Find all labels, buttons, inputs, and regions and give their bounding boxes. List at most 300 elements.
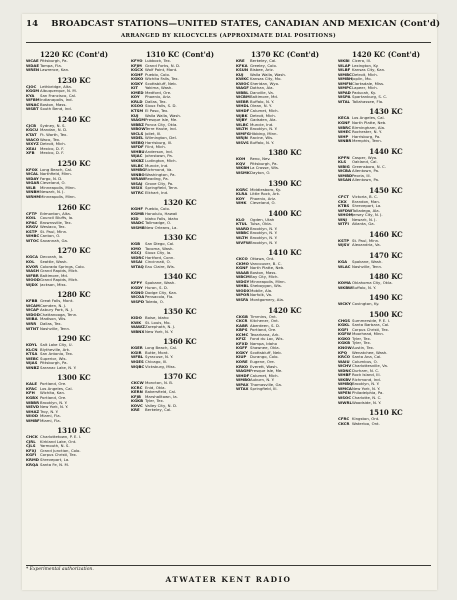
station-location: St. Paul, Minn.: [40, 229, 68, 234]
station-location: Shreveport, La.: [352, 204, 382, 209]
call-letters: KIUP: [236, 354, 247, 360]
station-location: St. Louis, Mo.: [145, 320, 171, 325]
station-location: Blytheville, Ark.: [40, 347, 71, 352]
station-location: Springfield, Tenn.: [145, 186, 179, 191]
call-letters: KGFW: [338, 331, 351, 337]
call-letters: KIT: [131, 85, 139, 91]
call-letters: KWKC: [236, 76, 249, 82]
station-location: Rochester, N. Y.: [352, 130, 382, 135]
station-location: Fond du Lac, Wis.: [250, 337, 284, 342]
kilocycle-heading: 1310 KC (Cont'd): [145, 50, 215, 59]
call-letters: KWK: [131, 319, 142, 325]
station-location: Paducah, Ky.: [352, 90, 376, 95]
call-letters: WEBQ: [131, 139, 145, 145]
call-letters: WSAJ: [131, 180, 143, 186]
station-location: New York, N. Y.: [145, 329, 174, 334]
station-location: Johnstown, Pa.: [145, 154, 173, 159]
station-location: Aberdeen, S. D.: [250, 323, 281, 328]
call-letters: KGKB: [131, 398, 144, 404]
station-location: Baltimore, Md.: [40, 273, 69, 278]
station-location: Grand Rapids, Mich.: [40, 278, 79, 283]
call-letters: KLRA: [236, 191, 248, 197]
call-letters: WOOD: [26, 277, 40, 283]
call-letters: WDOD: [26, 311, 40, 317]
station-location: Cicero, Ill.: [352, 59, 372, 63]
call-letters: KPAC: [26, 219, 38, 225]
station-location: Brooklyn, N. Y.: [250, 226, 278, 231]
call-letters: WKBH: [236, 165, 250, 171]
call-letters: WLBC: [236, 121, 249, 127]
kilocycle-heading: 1370 KC (Cont'd): [250, 50, 320, 59]
station-location: Butte, Mont.: [145, 350, 169, 355]
station-row: [26, 283, 122, 288]
call-letters: KECA: [338, 115, 350, 121]
station-location: Hibbing, Minn.: [250, 131, 278, 136]
station-row: [338, 422, 434, 427]
station-location: Shawnee, Okla.: [250, 346, 280, 351]
call-letters: KGGM: [26, 88, 40, 94]
kilocycle-heading: 1480 KC: [369, 272, 403, 282]
kilocycle-block: [338, 408, 434, 426]
station-column-1: [26, 50, 122, 565]
call-letters: KOY: [236, 195, 245, 201]
kilocycle-heading: 1430 KC: [369, 107, 403, 117]
station-row: [338, 100, 434, 105]
kilocycle-heading: 1410 KC: [268, 248, 302, 258]
kilocycle-heading: 1490 KC: [369, 293, 403, 303]
station-location: Sioux Falls, S. D.: [145, 104, 177, 109]
kilocycle-heading: 1340 KC: [163, 272, 197, 282]
call-letters: KTAT: [26, 132, 37, 138]
call-letters: KFOX: [26, 166, 38, 172]
call-letters: CKMO: [236, 260, 249, 266]
station-location: Yarmouth, N. S.: [40, 444, 70, 449]
call-letters: KGFI: [338, 326, 349, 332]
kilocycle-block: [131, 372, 229, 413]
station-location: Savannah, Ga.: [40, 238, 69, 243]
station-location: Grand Rapids, Mich.: [40, 269, 79, 274]
station-location: Great Falls, Mont.: [40, 299, 74, 304]
call-letters: WMBG: [131, 167, 146, 173]
call-letters: WMBO: [236, 377, 251, 383]
station-location: New York, N. Y.: [40, 405, 69, 410]
header-rule: [26, 42, 431, 43]
call-letters: KFJB: [131, 393, 141, 399]
station-location: Marshalltown, Ia.: [145, 394, 178, 399]
station-location: Corpus Christi, Tex.: [40, 453, 77, 458]
station-row: [236, 298, 334, 303]
call-letters: WHBF: [338, 372, 352, 378]
kilocycle-block: [26, 115, 122, 156]
station-location: Idaho Falls, Idaho: [145, 216, 179, 221]
station-location: Birmingham, Ala.: [352, 125, 386, 130]
station-location: Ft. Worth, Tex.: [40, 133, 68, 138]
call-letters: WJAC: [131, 153, 143, 159]
station-row: [131, 300, 229, 305]
station-location: Baltimore, Md.: [250, 95, 279, 100]
station-location: Grand Junction, Colo.: [40, 448, 81, 453]
station-row: [338, 222, 434, 227]
kilocycle-block: [338, 147, 434, 183]
station-location: Waco, Tex.: [40, 137, 61, 142]
station-location: Kansas City, Mo.: [250, 77, 282, 82]
station-location: Summerside, P. E. I.: [352, 318, 391, 323]
station-location: Spartanburg, S. C.: [352, 95, 388, 100]
station-location: Spokane, Wash.: [145, 281, 176, 286]
call-letters: WHP: [338, 133, 349, 139]
kilocycle-block: [26, 373, 122, 423]
call-letters: KALE: [26, 381, 38, 387]
call-letters: KNOW: [338, 344, 352, 350]
call-letters: WIBA: [26, 316, 38, 322]
station-location: Grand Forks, N. D.: [145, 63, 181, 68]
call-letters: KRKO: [236, 363, 249, 369]
call-letters: KABR: [236, 322, 248, 328]
call-letters: WNJ: [338, 216, 347, 222]
call-letters: KFAC: [26, 385, 37, 391]
call-letters: WNAC: [26, 101, 40, 107]
station-row: [131, 365, 229, 370]
call-letters: KGKO: [131, 76, 144, 82]
call-letters: WKBW: [338, 284, 353, 290]
station-row: [26, 327, 122, 332]
station-location: Presque Isle, Me.: [145, 118, 178, 123]
call-letters: CKGB: [236, 313, 248, 319]
station-location: North Platte, Neb.: [250, 266, 285, 271]
call-letters: WPAD: [338, 89, 351, 95]
page-subtitle: ARRANGED BY KILOCYCLES (APPROXIMATE DIAL POSITIONS): [120, 33, 337, 39]
call-letters: WSVS: [236, 139, 249, 145]
call-letters: WBBZ: [131, 121, 144, 127]
station-location: Minneapolis, Minn.: [40, 195, 76, 200]
station-row: [26, 195, 122, 200]
call-letters: KRE: [131, 407, 140, 413]
station-location: Indianapolis, Ind.: [40, 98, 73, 103]
call-letters: WCHV: [338, 363, 352, 369]
station-location: Brooklyn, N. Y.: [250, 240, 278, 245]
call-letters: KGNF: [338, 120, 350, 126]
call-letters: KFXJ: [26, 447, 36, 453]
kilocycle-heading: 1390 KC: [268, 178, 302, 188]
station-location: Wichita Falls, Tex.: [145, 77, 179, 82]
station-location: Elkhart, Ind.: [145, 190, 169, 195]
call-letters: WREN: [26, 67, 40, 73]
station-location: Calumet, Mich.: [250, 109, 279, 114]
call-letters: WMBC: [338, 71, 352, 77]
station-location: Reno, Nev.: [250, 157, 271, 162]
call-letters: KGKO: [338, 335, 351, 341]
station-location: Dodge City, Kan.: [145, 290, 178, 295]
station-location: Everett, Wash.: [250, 364, 278, 369]
call-letters: WBBL: [236, 89, 249, 95]
station-location: Buffalo, N. Y.: [250, 99, 275, 104]
call-letters: KGKY: [131, 80, 143, 86]
station-location: Kirkland Lake, Ont.: [40, 439, 77, 444]
footnote: * Experimental authorization.: [26, 567, 94, 572]
station-location: Bisbee, Ariz.: [250, 68, 274, 73]
station-location: Long Beach, Cal.: [40, 167, 73, 172]
station-location: Tyler, Tex.: [352, 341, 371, 346]
station-location: Charlotte, N. C.: [352, 395, 382, 400]
station-location: Superior, Wis.: [40, 356, 67, 361]
station-row: [338, 302, 434, 307]
station-location: Grove City, Pa.: [145, 181, 174, 186]
call-letters: KGDY: [131, 284, 143, 290]
station-location: Kitchener, Ont.: [250, 319, 280, 324]
station-location: Miami, Fla.: [40, 418, 61, 423]
call-letters: WIOD: [26, 413, 39, 419]
station-location: Austin, Tex.: [352, 345, 375, 350]
station-location: Middlesboro, Ky.: [250, 187, 281, 192]
station-location: Vancouver, B. C.: [250, 261, 282, 266]
station-location: Cleveland, O.: [250, 201, 276, 206]
station-location: Ponca City, Okla.: [145, 122, 178, 127]
kilocycle-heading: 1330 KC: [163, 233, 197, 243]
kilocycle-block: [26, 76, 122, 112]
kilocycle-block: [338, 230, 434, 248]
call-letters: KOY: [131, 94, 140, 100]
station-location: Valley City, N. D.: [145, 403, 178, 408]
station-location: Springfield, Ill.: [250, 387, 278, 392]
kilocycle-heading: 1470 KC: [369, 250, 403, 260]
call-letters: KRGV: [26, 224, 39, 230]
station-location: Alexandria, Va.: [352, 243, 381, 248]
station-row: [338, 401, 434, 406]
call-letters: KLO: [236, 216, 245, 222]
station-row: [26, 68, 122, 73]
call-letters: CHGS: [338, 317, 350, 323]
kilocycle-block: [26, 159, 122, 200]
call-letters: KSTP: [26, 228, 38, 234]
station-location: San Diego, Cal.: [145, 242, 175, 247]
station-location: Toledo, O.: [145, 299, 164, 304]
call-letters: WSMB: [131, 224, 145, 230]
station-location: Norfolk, Va.: [250, 293, 273, 298]
station-location: Berkeley, Cal.: [250, 59, 277, 63]
station-row: [236, 141, 334, 146]
call-letters: KFH: [26, 390, 35, 396]
call-letters: CFTP: [26, 210, 37, 216]
call-letters: WFDF: [131, 144, 144, 150]
station-location: Nashville, Tenn.: [352, 264, 383, 269]
call-letters: WFBR: [26, 272, 39, 278]
station-row: [26, 239, 122, 244]
station-location: La Crosse, Wis.: [250, 166, 280, 171]
station-location: Corpus Christi, Tex.: [352, 327, 389, 332]
station-location: Sydney, N. S.: [40, 123, 66, 128]
station-location: Newark, N. J.: [352, 217, 377, 222]
call-letters: CKCR: [338, 420, 350, 426]
station-location: Allentown, Pa.: [352, 178, 380, 183]
call-letters: KYA: [26, 92, 35, 98]
call-letters: KLS: [338, 159, 347, 165]
call-letters: KGIR: [131, 349, 142, 355]
call-letters: KGRC: [236, 186, 248, 192]
call-letters: WNBR: [338, 138, 352, 144]
call-letters: WSPD: [131, 298, 145, 304]
station-location: Peoria, Ill.: [352, 173, 371, 178]
station-location: Yakima, Wash.: [145, 86, 173, 91]
station-location: Vicksburg, Miss.: [145, 364, 176, 369]
call-letters: WJBK: [236, 112, 248, 118]
station-location: Greensboro, N. C.: [352, 164, 386, 169]
station-location: Weslaco, Tex.: [40, 225, 66, 230]
call-letters: WDRC: [131, 254, 145, 260]
station-location: Auburn, N. Y.: [250, 378, 275, 383]
call-letters: WGAR: [26, 180, 40, 186]
station-location: Mobile, Ala.: [250, 288, 273, 293]
call-letters: KCRC: [131, 384, 143, 390]
station-location: Boston, Mass.: [40, 102, 67, 107]
call-letters: WNBZ: [26, 364, 40, 370]
station-location: Boise, Idaho: [145, 316, 169, 321]
station-location: Fargo, N. D.: [40, 176, 63, 181]
kilocycle-block: [338, 251, 434, 269]
station-row: [338, 178, 434, 183]
call-letters: KOMA: [338, 280, 351, 286]
kilocycle-heading: 1250 KC: [57, 158, 91, 168]
station-location: Lawrence, Kan.: [40, 68, 70, 73]
call-letters: KGKL: [338, 322, 350, 328]
call-letters: WHBL: [236, 283, 249, 289]
kilocycle-block: [26, 426, 122, 467]
station-location: Wenatchee, Wash.: [352, 350, 388, 355]
call-letters: WACO: [26, 136, 40, 142]
call-letters: WMFN: [338, 80, 352, 86]
station-location: Covington, Ky.: [352, 302, 380, 307]
kilocycle-block: [236, 248, 334, 302]
station-location: Detroit, Mich.: [250, 113, 276, 118]
kilocycle-heading: 1510 KC: [369, 408, 403, 418]
station-row: [236, 171, 334, 176]
station-location: El Paso, Tex.: [145, 109, 169, 114]
station-location: Detroit, Mich.: [352, 72, 378, 77]
call-letters: WMBH: [338, 76, 353, 82]
call-letters: WMFG: [236, 130, 250, 136]
call-letters: WVFW: [236, 239, 251, 245]
station-location: Dothan, Ala.: [250, 86, 274, 91]
station-location: San Francisco, Cal.: [40, 93, 77, 98]
station-location: Madison, Wis.: [40, 317, 67, 322]
kilocycle-block: [131, 50, 229, 195]
call-letters: KGBX: [26, 394, 39, 400]
call-letters: WTAQ: [131, 263, 144, 269]
call-letters: WFBM: [26, 97, 40, 103]
station-location: Richmond, Ind.: [352, 377, 381, 382]
call-letters: WLB: [26, 184, 36, 190]
call-letters: WMCA: [338, 385, 352, 391]
call-letters: WSIX: [131, 185, 143, 191]
station-location: Long Beach, Cal.: [145, 346, 178, 351]
station-row: [338, 243, 434, 248]
call-letters: KGMB: [131, 210, 144, 216]
station-location: Portland, Ore.: [40, 395, 67, 400]
call-letters: KMO: [131, 245, 142, 251]
call-letters: WCOA: [131, 294, 145, 300]
call-letters: KGHF: [131, 71, 143, 77]
call-letters: KPQ: [338, 349, 348, 355]
call-letters: KVOR: [26, 263, 39, 269]
page-title: BROADCAST STATIONS—UNITED STATES, CANADIAN AND MEXICAN (Cont'd): [51, 19, 441, 29]
station-location: Reading, Pa.: [145, 177, 169, 182]
call-letters: WTAL: [338, 98, 350, 104]
station-location: Brooklyn, N. Y.: [352, 382, 380, 387]
call-letters: WCBA: [338, 168, 351, 174]
call-letters: KPFN: [338, 154, 350, 160]
call-letters: WARD: [236, 225, 250, 231]
station-location: Shreveport, La.: [40, 458, 70, 462]
station-location: Dayton, O.: [250, 171, 271, 176]
call-letters: WHEC: [338, 129, 351, 135]
call-letters: WAAB: [236, 269, 249, 275]
call-letters: WCAM: [26, 302, 40, 308]
kilocycle-block: [131, 307, 229, 334]
station-location: Mexico, D. F.: [40, 151, 65, 156]
station-location: Clarksdale, Miss.: [352, 81, 385, 86]
station-location: Wichita, Kan.: [40, 391, 66, 396]
station-location: Brandon, Man.: [352, 199, 381, 204]
station-location: Durham, N. C.: [352, 368, 380, 373]
call-letters: WHDF: [236, 108, 250, 114]
station-location: Brownsville, Tex.: [40, 220, 72, 225]
station-location: Waterloo, Ont.: [352, 421, 380, 426]
kilocycle-block: [338, 186, 434, 227]
station-location: Pittsburgh, Pa.: [250, 161, 278, 166]
station-location: Huron, S. D.: [145, 285, 169, 290]
call-letters: WBCM: [236, 274, 250, 280]
station-location: Cleveland, O.: [40, 181, 66, 186]
station-location: Phoenix, Ariz.: [250, 196, 277, 201]
call-letters: CKCR: [236, 318, 248, 324]
station-location: Richmond, Va.: [145, 168, 173, 173]
call-letters: WRJN: [236, 135, 248, 141]
station-location: Pittsburgh, Pa.: [40, 59, 68, 63]
station-location: Walla Walla, Wash.: [250, 72, 287, 77]
station-row: [338, 265, 434, 270]
station-row: [236, 387, 334, 392]
station-location: Washington, Pa.: [145, 172, 176, 177]
call-letters: WSAI: [131, 259, 143, 265]
station-location: Bakersfield, Cal.: [145, 390, 177, 395]
call-letters: KOIL: [26, 215, 36, 221]
call-letters: WMBQ: [338, 381, 353, 387]
station-location: Tacoma, Wash.: [145, 246, 174, 251]
call-letters: KFIZ: [236, 336, 246, 342]
call-letters: WODX: [236, 287, 250, 293]
station-location: Troy, N. Y.: [40, 409, 59, 414]
call-letters: WDNC: [338, 367, 352, 373]
station-location: Spokane, Wash.: [352, 259, 383, 264]
station-location: Nampa, Idaho: [250, 341, 277, 346]
station-location: Scottsbluff, Neb.: [145, 81, 177, 86]
call-letters: KSUN: [236, 67, 249, 73]
call-letters: KTSM: [131, 108, 144, 114]
call-letters: WRHM: [26, 194, 41, 200]
station-location: Harrisburg, Ill.: [145, 140, 173, 145]
call-letters: WKBV: [338, 376, 351, 382]
call-letters: WCBM: [236, 94, 250, 100]
call-letters: WNBH: [26, 189, 40, 195]
station-row: [338, 139, 434, 144]
call-letters: KORE: [236, 358, 248, 364]
kilocycle-block: [338, 272, 434, 290]
footer-brand: ATWATER KENT RADIO: [165, 575, 292, 584]
kilocycle-block: [26, 50, 122, 73]
station-row: [26, 107, 122, 112]
call-letters: WSMK: [236, 170, 250, 176]
call-letters: KGB: [131, 241, 141, 247]
station-location: Texarkana, Ark.: [250, 332, 280, 337]
